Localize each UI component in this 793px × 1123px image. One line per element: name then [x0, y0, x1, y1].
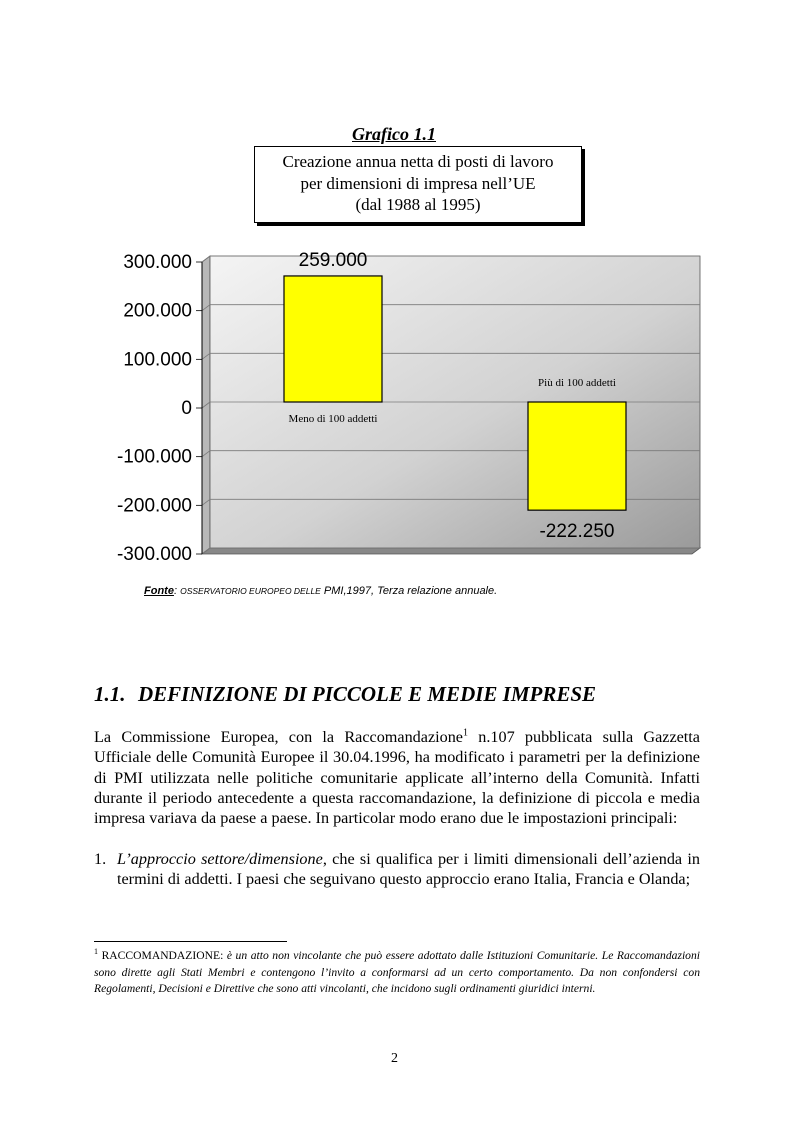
y-tick-label: -200.000 — [116, 495, 192, 517]
chart-title-line-3: (dal 1988 al 1995) — [355, 195, 481, 214]
y-tick-label: -100.000 — [116, 446, 192, 468]
plot-floor — [202, 548, 700, 554]
value-label-0: 259.000 — [298, 249, 368, 271]
chart-title-line-2: per dimensioni di impresa nell’UE — [300, 173, 536, 193]
source-org: OSSERVATORIO EUROPEO DELLE — [180, 586, 321, 596]
y-tick-label: -300.000 — [116, 544, 192, 560]
chart-title-box — [254, 146, 582, 223]
section-title: DEFINIZIONE DI PICCOLE E MEDIE IMPRESE — [138, 682, 597, 706]
bar-1 — [528, 402, 626, 510]
footnote-ref: 1 — [463, 727, 468, 739]
value-label-1: -222.250 — [539, 521, 615, 543]
footnote-text: è un atto non vincolante che può essere adottato dalle Istituzioni Comunitarie. Le Raccomandazioni sono dirette agli Stati Membri e contengono l’invito a conformarsi ad un certo comportamento. Da non confondersi con Regolamenti, Decisioni e Direttive che sono atti vincolanti, che incidono sugli ordinamenti giuridici interni. — [94, 949, 700, 995]
body-paragraph — [94, 727, 700, 828]
list-item — [94, 849, 700, 890]
category-label-1: Più di 100 addetti — [538, 377, 616, 389]
footnote-mark: 1 — [94, 947, 98, 957]
footnote-lead: RACCOMANDAZIONE: — [101, 949, 224, 962]
footnote-separator — [94, 941, 287, 942]
paragraph-part-1: La Commissione Europea, con la Raccomandazione — [94, 728, 463, 746]
source-label: Fonte — [144, 585, 174, 597]
source-note: Fonte: OSSERVATORIO EUROPEO DELLE PMI,1997, Terza relazione annuale. — [144, 585, 498, 597]
y-tick-label: 200.000 — [123, 300, 192, 322]
y-tick-label: 300.000 — [123, 252, 192, 273]
list-item-italic: L’approccio settore/dimensione — [117, 850, 323, 868]
source-rest: PMI,1997, Terza relazione annuale. — [320, 585, 498, 597]
section-number: 1.1. — [94, 682, 126, 706]
footnote — [94, 948, 700, 998]
chart-title-line-1: Creazione annua netta di posti di lavoro — [282, 152, 554, 171]
y-tick-label: 0 — [181, 398, 192, 419]
figure-label: Grafico 1.1 — [352, 124, 436, 144]
section-heading — [94, 682, 596, 707]
paragraph-part-2: n.107 pubblicata sulla Gazzetta Ufficiale delle Comunità Europee il 30.04.1996, ha modificato i parametri per la definizione di PMI utilizzata nelle politiche comunitarie applicate all’interno della Comunità. Infatti durante il periodo antecedente a questa raccomandazione, la definizione di piccola e media impresa variava da paese a paese. In particolar modo erano due le impostazioni principali: — [94, 728, 700, 828]
list-item-number: 1. — [94, 850, 107, 868]
bar-0 — [284, 276, 382, 402]
category-label-0: Meno di 100 addetti — [288, 413, 378, 425]
bar-chart — [100, 240, 710, 560]
page-number: 2 — [391, 1051, 398, 1066]
list-item-text: , che si qualifica per i limiti dimensionali dell’azienda in termini di addetti. I paesi che seguivano questo approccio erano Italia, Francia e Olanda; — [117, 850, 700, 889]
y-tick-label: 100.000 — [123, 349, 192, 371]
